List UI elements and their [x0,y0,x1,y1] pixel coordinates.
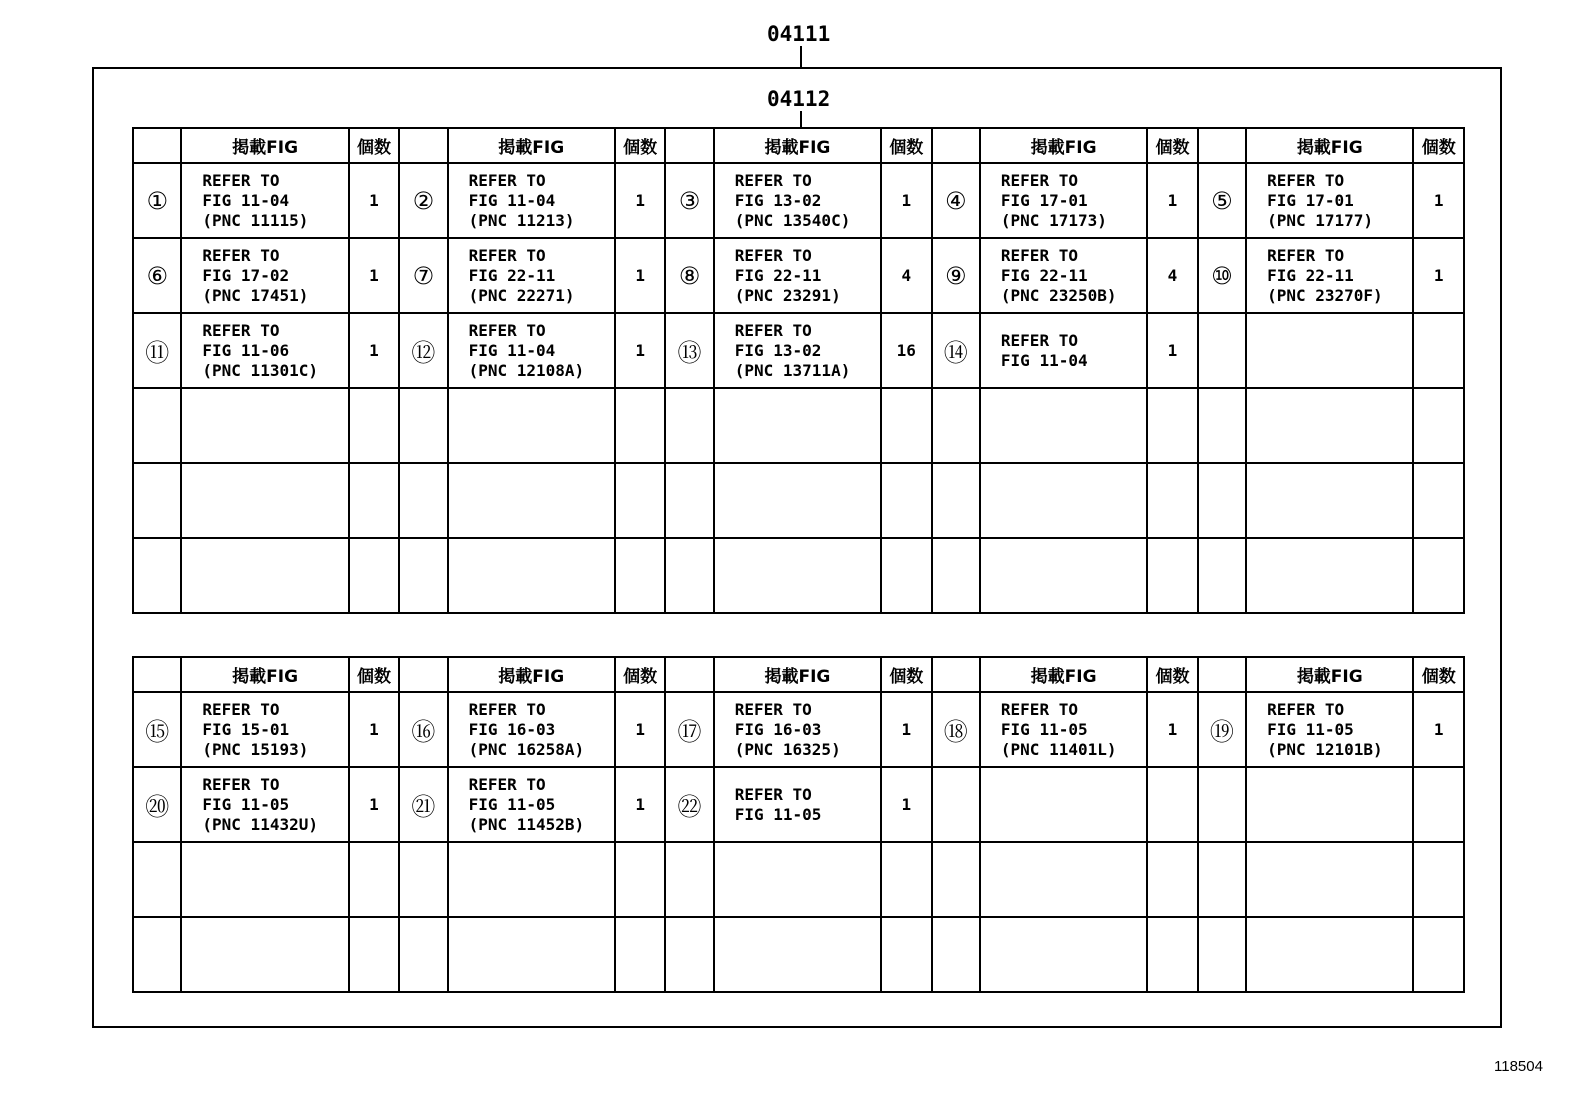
fig-reference [714,767,881,842]
fig-reference-line: FIG 11-06 [202,340,290,360]
fig-reference [980,463,1147,538]
fig-reference [448,313,615,388]
table-row [133,313,1464,388]
header-fig-cell: 掲載FIG [1246,657,1413,692]
fig-reference-line: REFER TO [468,245,546,265]
fig-reference-line: (PNC 11452B) [468,814,585,834]
quantity [881,917,931,992]
table-row [133,767,1464,842]
item-number: ⑧ [665,238,713,313]
fig-reference-line: (PNC 16258A) [468,739,585,759]
item-number [399,388,447,463]
header-num-cell [1198,657,1246,692]
fig-reference [448,388,615,463]
quantity [1413,842,1464,917]
fig-reference-line: (PNC 11213) [468,210,575,230]
item-number [665,463,713,538]
item-number [932,388,980,463]
item-number: ③ [665,163,713,238]
fig-reference [714,917,881,992]
item-number [133,917,181,992]
quantity [881,463,931,538]
fig-reference [448,163,615,238]
fig-reference-line: (PNC 11432U) [202,814,318,834]
fig-reference [448,463,615,538]
fig-reference-line: FIG 11-05 [202,794,290,814]
quantity [881,388,931,463]
quantity: 1 [349,163,399,238]
callout-inner-label: 04112 [767,87,831,111]
fig-reference [181,388,348,463]
item-number [1198,538,1246,613]
quantity: 1 [349,313,399,388]
item-number: ② [399,163,447,238]
fig-reference [181,692,348,767]
fig-reference [714,692,881,767]
fig-reference [1246,388,1413,463]
fig-reference-line: FIG 16-03 [468,719,556,739]
quantity [1147,842,1197,917]
item-number [932,842,980,917]
quantity: 1 [1413,692,1464,767]
item-number: ⑥ [133,238,181,313]
fig-reference-line: (PNC 15193) [202,739,309,759]
parts-table-top [132,127,1465,614]
quantity [1413,463,1464,538]
fig-reference [448,692,615,767]
quantity [349,842,399,917]
header-num-cell [932,657,980,692]
header-fig-cell: 掲載FIG [714,128,881,163]
item-number [932,767,980,842]
header-fig-cell: 掲載FIG [980,128,1147,163]
quantity [615,538,665,613]
fig-reference [181,463,348,538]
quantity [349,917,399,992]
fig-reference-line: REFER TO [202,245,280,265]
quantity: 1 [615,163,665,238]
fig-reference-line: (PNC 17177) [1267,210,1374,230]
quantity [615,842,665,917]
item-number [665,388,713,463]
fig-reference-line: FIG 11-05 [468,794,556,814]
fig-reference-line: REFER TO [734,245,812,265]
header-qty-cell: 個数 [349,657,399,692]
header-num-cell [1198,128,1246,163]
fig-reference [714,842,881,917]
fig-reference-line: REFER TO [202,774,280,794]
fig-reference [980,842,1147,917]
fig-reference [714,388,881,463]
callout-inner-leader [800,111,802,128]
header-qty-cell: 個数 [1147,128,1197,163]
fig-reference [448,538,615,613]
fig-reference-line: REFER TO [1267,170,1345,190]
item-number [399,463,447,538]
fig-reference-line: (PNC 13711A) [734,360,851,380]
quantity: 1 [615,238,665,313]
fig-reference [714,313,881,388]
header-fig-cell: 掲載FIG [448,657,615,692]
header-num-cell [665,657,713,692]
fig-reference-line: FIG 22-11 [734,265,822,285]
fig-reference-line: (PNC 12108A) [468,360,585,380]
quantity: 1 [1147,163,1197,238]
item-number: ⑮ [133,692,181,767]
header-num-cell [399,657,447,692]
fig-reference-line: REFER TO [1000,170,1078,190]
fig-reference [181,313,348,388]
quantity: 1 [881,767,931,842]
fig-reference [1246,767,1413,842]
quantity [349,538,399,613]
item-number: ⑭ [932,313,980,388]
fig-reference [714,163,881,238]
quantity [1413,538,1464,613]
item-number [133,842,181,917]
fig-reference [1246,917,1413,992]
item-number [1198,917,1246,992]
fig-reference-line: FIG 11-05 [734,804,822,824]
quantity [1147,463,1197,538]
item-number [133,463,181,538]
item-number: ⑱ [932,692,980,767]
quantity [615,917,665,992]
fig-reference-line: REFER TO [202,170,280,190]
quantity: 1 [1413,238,1464,313]
quantity [1413,388,1464,463]
item-number: ⑰ [665,692,713,767]
table-row [133,163,1464,238]
fig-reference-line: (PNC 17451) [202,285,309,305]
quantity: 1 [349,692,399,767]
item-number [133,538,181,613]
fig-reference-line: FIG 11-04 [468,340,556,360]
fig-reference [448,767,615,842]
fig-reference-line: FIG 17-02 [202,265,290,285]
fig-reference-line: FIG 11-04 [1000,350,1088,370]
fig-reference [980,238,1147,313]
item-number [1198,842,1246,917]
fig-reference-line: (PNC 17173) [1000,210,1107,230]
fig-reference-line: (PNC 12101B) [1267,739,1383,759]
header-qty-cell: 個数 [881,657,931,692]
header-fig-cell: 掲載FIG [448,128,615,163]
fig-reference-line: FIG 11-05 [1267,719,1354,739]
fig-reference-line: REFER TO [468,170,546,190]
fig-reference [1246,463,1413,538]
header-qty-cell: 個数 [1413,657,1464,692]
header-fig-cell: 掲載FIG [1246,128,1413,163]
item-number [665,538,713,613]
fig-reference [1246,313,1413,388]
table-row [133,388,1464,463]
header-fig-cell: 掲載FIG [714,657,881,692]
fig-reference-line: REFER TO [734,170,812,190]
item-number: ④ [932,163,980,238]
fig-reference [448,238,615,313]
fig-reference-line: FIG 11-04 [468,190,556,210]
header-fig-cell: 掲載FIG [181,128,348,163]
fig-reference-line: FIG 11-05 [1000,719,1088,739]
item-number [932,463,980,538]
fig-reference [714,538,881,613]
fig-reference-line: FIG 22-11 [1000,265,1088,285]
item-number: ⑫ [399,313,447,388]
quantity [1147,917,1197,992]
fig-reference [980,917,1147,992]
table-row [133,692,1464,767]
quantity [1147,767,1197,842]
fig-reference [181,842,348,917]
item-number [133,388,181,463]
callout-outer-label: 04111 [767,22,831,46]
header-num-cell [932,128,980,163]
quantity: 1 [881,163,931,238]
fig-reference-line: REFER TO [202,699,280,719]
quantity [1413,767,1464,842]
fig-reference-line: REFER TO [1267,245,1345,265]
item-number [399,538,447,613]
item-number [932,538,980,613]
quantity [1147,538,1197,613]
quantity [1413,313,1464,388]
fig-reference-line: FIG 15-01 [202,719,290,739]
header-num-cell [399,128,447,163]
fig-reference [980,767,1147,842]
item-number [1198,463,1246,538]
table-row [133,463,1464,538]
fig-reference-line: FIG 11-04 [202,190,290,210]
item-number [399,917,447,992]
quantity [881,842,931,917]
fig-reference-line: REFER TO [734,320,812,340]
figure-id: 118504 [1494,1058,1543,1075]
item-number: ⑩ [1198,238,1246,313]
quantity: 4 [881,238,931,313]
table-row [133,238,1464,313]
header-qty-cell: 個数 [615,128,665,163]
header-num-cell [133,128,181,163]
fig-reference [448,842,615,917]
fig-reference [1246,238,1413,313]
fig-reference [980,313,1147,388]
item-number [1198,313,1246,388]
fig-reference [980,163,1147,238]
header-num-cell [133,657,181,692]
fig-reference-line: REFER TO [1000,330,1078,350]
item-number [665,917,713,992]
fig-reference-line: FIG 13-02 [734,190,822,210]
fig-reference [181,238,348,313]
fig-reference [181,767,348,842]
fig-reference-line: (PNC 22271) [468,285,575,305]
fig-reference-line: (PNC 13540C) [734,210,851,230]
fig-reference-line: FIG 17-01 [1000,190,1088,210]
fig-reference-line: (PNC 16325) [734,739,841,759]
item-number: ㉒ [665,767,713,842]
quantity: 1 [881,692,931,767]
fig-reference-line: REFER TO [468,699,546,719]
fig-reference-line: REFER TO [1267,699,1345,719]
fig-reference [181,538,348,613]
item-number: ⑤ [1198,163,1246,238]
quantity [349,388,399,463]
table-row [133,842,1464,917]
table-header-row [133,128,1464,163]
fig-reference [181,917,348,992]
quantity: 1 [349,767,399,842]
item-number: ⑲ [1198,692,1246,767]
fig-reference-line: (PNC 11401L) [1000,739,1117,759]
fig-reference-line: FIG 16-03 [734,719,822,739]
quantity: 1 [1147,313,1197,388]
fig-reference [980,538,1147,613]
item-number: ① [133,163,181,238]
header-qty-cell: 個数 [349,128,399,163]
fig-reference [714,238,881,313]
item-number: ⑳ [133,767,181,842]
quantity: 1 [615,313,665,388]
item-number: ⑨ [932,238,980,313]
quantity [1147,388,1197,463]
fig-reference-line: REFER TO [734,784,812,804]
item-number [1198,767,1246,842]
header-fig-cell: 掲載FIG [980,657,1147,692]
fig-reference-line: (PNC 11115) [202,210,309,230]
fig-reference-line: FIG 17-01 [1267,190,1354,210]
fig-reference-line: REFER TO [1000,245,1078,265]
fig-reference [980,388,1147,463]
quantity [881,538,931,613]
header-num-cell [665,128,713,163]
fig-reference-line: REFER TO [734,699,812,719]
quantity: 4 [1147,238,1197,313]
item-number: ㉑ [399,767,447,842]
header-qty-cell: 個数 [615,657,665,692]
fig-reference-line: (PNC 11301C) [202,360,318,380]
fig-reference [980,692,1147,767]
quantity: 1 [615,692,665,767]
table-header-row [133,657,1464,692]
fig-reference-line: FIG 22-11 [468,265,556,285]
fig-reference-line: (PNC 23250B) [1000,285,1117,305]
quantity [615,463,665,538]
quantity [615,388,665,463]
item-number: ⑯ [399,692,447,767]
quantity: 1 [1147,692,1197,767]
item-number [1198,388,1246,463]
quantity [349,463,399,538]
fig-reference-line: REFER TO [468,320,546,340]
quantity [1413,917,1464,992]
item-number: ⑪ [133,313,181,388]
fig-reference [1246,163,1413,238]
item-number [665,842,713,917]
header-qty-cell: 個数 [1147,657,1197,692]
fig-reference-line: (PNC 23270F) [1267,285,1383,305]
item-number [932,917,980,992]
fig-reference-line: FIG 22-11 [1267,265,1354,285]
fig-reference [714,463,881,538]
header-qty-cell: 個数 [1413,128,1464,163]
table-row [133,538,1464,613]
fig-reference-line: FIG 13-02 [734,340,822,360]
fig-reference [1246,692,1413,767]
fig-reference [448,917,615,992]
header-qty-cell: 個数 [881,128,931,163]
quantity: 1 [615,767,665,842]
quantity: 16 [881,313,931,388]
fig-reference-line: REFER TO [202,320,280,340]
callout-outer-leader [800,46,802,68]
fig-reference-line: REFER TO [468,774,546,794]
item-number: ⑬ [665,313,713,388]
item-number [399,842,447,917]
header-fig-cell: 掲載FIG [181,657,348,692]
fig-reference [1246,842,1413,917]
quantity: 1 [349,238,399,313]
fig-reference-line: (PNC 23291) [734,285,841,305]
fig-reference [1246,538,1413,613]
table-row [133,917,1464,992]
item-number: ⑦ [399,238,447,313]
fig-reference-line: REFER TO [1000,699,1078,719]
quantity: 1 [1413,163,1464,238]
fig-reference [181,163,348,238]
parts-table-bottom [132,656,1465,993]
